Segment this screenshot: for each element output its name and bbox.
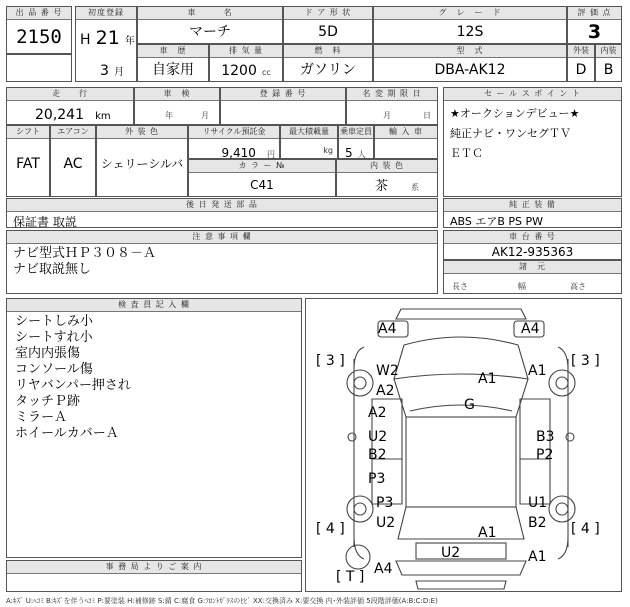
score: 3	[587, 21, 602, 43]
inspection-expiry-cell	[134, 87, 220, 125]
remark-line: ホイールカバーＡ	[15, 426, 119, 441]
dimensions-label: 諸 元	[444, 261, 621, 274]
mark-p2-right-rear-door: P2	[536, 447, 554, 463]
remark-line: ミラーＡ	[15, 410, 68, 425]
grade-cell	[373, 6, 567, 44]
mark-a1-rear-right: A1	[528, 549, 547, 565]
wheel-rear-right	[549, 496, 575, 522]
max-load-label: 最大積載量	[281, 126, 337, 139]
ac-label: エアコン	[51, 126, 95, 139]
year-unit: 年	[124, 36, 135, 47]
exterior-grade: D	[575, 62, 587, 78]
roof	[406, 417, 516, 507]
shift: FAT	[16, 156, 40, 172]
remark-line: シートしみ小	[15, 314, 94, 329]
note-line: ナビ取説無し	[13, 262, 92, 277]
color-number: C41	[250, 178, 274, 192]
ac-cell	[50, 125, 96, 197]
mark-u2-bumper: U2	[441, 545, 461, 561]
registration-number-cell	[220, 87, 346, 125]
shift-cell	[6, 125, 50, 197]
name-change-label: 名 変 期 限 日	[347, 88, 437, 101]
interior-color-label: 内 装 色	[337, 160, 437, 173]
standard-equipment-box	[443, 198, 622, 228]
exterior-color: シェリーシルバ	[100, 157, 184, 171]
model: DBA-AK12	[434, 62, 506, 78]
lot-number: 2150	[16, 26, 62, 48]
registration-month	[100, 60, 124, 79]
model-label: 型 式	[374, 45, 566, 58]
inspector-remarks-box	[6, 298, 302, 558]
car-name-label: 車 名	[138, 7, 282, 20]
wheel-rear-left	[347, 496, 373, 522]
mark-b3-right-front-door: B3	[536, 429, 555, 445]
chassis-number: AK12-935363	[491, 245, 574, 259]
car-diagram	[306, 299, 621, 591]
inspection-year-unit: 年	[165, 111, 173, 120]
mark-w2: W2	[376, 363, 399, 379]
damage-diagram-box	[305, 298, 622, 592]
mark-tire-front-left: [ 3 ]	[316, 353, 345, 369]
ac: AC	[63, 156, 83, 172]
shift-label: シフト	[7, 126, 49, 139]
interior-color-value	[375, 175, 419, 194]
mark-p3-rear-door: P3	[368, 471, 386, 487]
score-label: 評 価 点	[568, 7, 621, 20]
mark-b2-right-quarter: B2	[528, 515, 547, 531]
mileage-unit: km	[95, 111, 111, 122]
mark-a2-front-door: A2	[368, 405, 387, 421]
mileage-cell	[6, 87, 134, 125]
car-name: マーチ	[189, 24, 231, 40]
usage: 自家用	[152, 62, 194, 78]
remark-line: シートすれ小	[15, 330, 93, 345]
mark-u2-front-door: U2	[368, 429, 388, 445]
year-value: 21	[95, 27, 120, 49]
length-label: 長さ	[452, 282, 468, 291]
capacity-cell	[338, 125, 374, 159]
color-number-cell	[188, 159, 336, 197]
recycle-fee-unit: 円	[267, 150, 275, 159]
interior-grade-label: 内装	[596, 45, 621, 58]
usage-cell	[137, 44, 209, 82]
recycle-fee-label: リサイクル預託金	[189, 126, 279, 139]
inspector-remarks-label: 検 査 員 記 入 欄	[7, 299, 301, 312]
mileage-label: 走 行	[7, 88, 133, 101]
max-load-unit: kg	[323, 146, 333, 155]
wheel-front-right	[549, 370, 575, 396]
mark-tire-rear-left: [ 4 ]	[316, 521, 345, 537]
mark-u1-right-quarter: U1	[528, 495, 548, 511]
lot-number-cell	[6, 6, 72, 54]
mileage: 20,241	[35, 107, 84, 123]
documents: 保証書 取説	[13, 215, 77, 229]
month-value: 3	[100, 63, 109, 79]
interior-grade-cell	[595, 44, 622, 82]
hood	[394, 337, 528, 379]
mark-g-windshield: G	[464, 397, 475, 413]
fuel: ガソリン	[300, 62, 356, 78]
fuel-cell	[283, 44, 373, 82]
lot-number-label: 出 品 番 号	[7, 7, 71, 20]
mark-tire-front-right: [ 3 ]	[571, 353, 600, 369]
sales-point: ＥＴＣ	[450, 147, 483, 160]
import-label: 輸 入 車	[375, 126, 437, 139]
capacity: 5	[345, 146, 353, 160]
front-bumper-top	[396, 309, 526, 319]
note-line: ナビ型式ＨＰ３０８－Ａ	[13, 246, 157, 261]
notes-box	[6, 230, 438, 294]
mark-a1-hatch: A1	[478, 525, 497, 541]
car-name-cell	[137, 6, 283, 44]
era: H	[80, 32, 91, 48]
model-cell	[373, 44, 567, 82]
standard-equipment-label: 純 正 装 備	[444, 199, 621, 212]
remark-line: 室内内張傷	[15, 346, 81, 361]
mark-p3-rear-quarter: P3	[376, 495, 394, 511]
notes-label: 注 意 事 項 欄	[7, 231, 437, 244]
remark-line: コンソール傷	[15, 362, 93, 377]
documents-label: 後 日 発 送 部 品	[7, 199, 437, 212]
width-label: 幅	[518, 282, 526, 291]
sales-point: 純正ナビ・ワンセグＴＶ	[450, 127, 571, 140]
rear-bumper-lower	[416, 581, 506, 589]
first-registration-label: 初度登録	[76, 7, 136, 20]
month-unit: 月	[114, 67, 125, 78]
color-number-label: カ ラ ー №	[189, 160, 335, 173]
left-mirror	[348, 433, 356, 441]
mark-b2-rear-door: B2	[368, 447, 387, 463]
office-notice-box	[6, 560, 302, 592]
exterior-grade-label: 外装	[568, 45, 594, 58]
interior-color-cell	[336, 159, 438, 197]
name-change-day-unit: 日	[423, 111, 431, 120]
interior-color: 茶	[375, 179, 389, 194]
recycle-fee: 9,410	[221, 146, 256, 160]
mark-a1-hood: A1	[478, 371, 497, 387]
grade-label: グ レ ー ド	[374, 7, 566, 20]
sales-points-list	[450, 104, 580, 164]
rear-window	[398, 507, 524, 539]
mark-a4-front-left: A4	[378, 321, 397, 337]
mark-u2-rear-quarter: U2	[376, 515, 396, 531]
usage-label: 車 歴	[138, 45, 208, 58]
rear-bumper	[396, 561, 526, 575]
remark-line: タッチＰ跡	[15, 394, 81, 409]
grade: 12S	[456, 24, 484, 40]
capacity-label: 乗車定員	[339, 126, 373, 139]
inspection-month-unit: 月	[201, 111, 209, 120]
registration-year	[80, 27, 136, 49]
sales-points-label: セ ー ル ス ポ イ ン ト	[444, 88, 621, 101]
mark-a1-right-fender: A1	[528, 363, 547, 379]
exterior-grade-cell	[567, 44, 595, 82]
recycle-fee-cell	[188, 125, 280, 159]
displacement-unit: cc	[261, 68, 271, 77]
registration-number-label: 登 録 番 号	[221, 88, 345, 101]
wheel-front-left	[347, 370, 373, 396]
doors-cell	[283, 6, 373, 44]
inspection-expiry-label: 車 検	[135, 88, 219, 101]
legend-footer: A:ｷｽﾞ U:ﾍｺﾐ B:ｷｽﾞを伴うﾍｺﾐ P:要塗装 H:補修跡 S:錆 C:腐食 G:ﾌﾛﾝﾄｶﾞﾗｽのﾋﾋﾞ XX:交換済み X:要交換 内･外装評価 5段階評価(A:B:C:D:E)	[6, 597, 438, 605]
first-registration-cell	[75, 6, 137, 82]
fuel-label: 燃 料	[284, 45, 372, 58]
spare-tire	[346, 545, 370, 569]
capacity-unit: 人	[357, 150, 366, 159]
sales-point: ★オークションデビュー★	[450, 107, 580, 120]
chassis-number-label: 車 台 番 号	[444, 231, 621, 244]
doors: 5D	[318, 24, 338, 40]
displacement-label: 排 気 量	[210, 45, 282, 58]
height-label: 高さ	[570, 282, 586, 291]
office-notice-label: 事 務 局 よ り ご 案 内	[7, 561, 301, 574]
standard-equipment: ABS エアB PS PW	[450, 215, 544, 228]
exterior-color-label: 外 装 色	[97, 126, 187, 139]
documents-box	[6, 198, 438, 228]
remark-line: リヤバンパー押され	[15, 378, 131, 393]
name-change-cell	[346, 87, 438, 125]
doors-label: ド ア 形 状	[284, 7, 372, 20]
displacement: 1200	[221, 63, 257, 79]
name-change-month-unit: 月	[383, 111, 391, 120]
right-mirror	[566, 433, 574, 441]
mark-spare-tire: [ T ]	[336, 569, 365, 585]
windshield	[410, 405, 512, 411]
dimensions-box	[443, 260, 622, 294]
mark-a4-rear-bumper: A4	[374, 561, 393, 577]
mark-tire-rear-right: [ 4 ]	[571, 521, 600, 537]
import-cell	[374, 125, 438, 159]
lot-blank-cell	[6, 54, 72, 82]
inspector-remarks-list	[15, 314, 131, 442]
displacement-cell	[209, 44, 283, 82]
score-cell	[567, 6, 622, 44]
rear-hatch	[416, 543, 506, 559]
interior-grade: B	[603, 62, 614, 78]
mileage-value	[35, 104, 111, 123]
chassis-number-box	[443, 230, 622, 260]
max-load-cell	[280, 125, 338, 159]
sales-points-box	[443, 87, 622, 197]
mark-a2-fender: A2	[376, 383, 395, 399]
notes-list	[13, 246, 156, 278]
interior-color-unit: 系	[411, 183, 420, 192]
windshield-frame	[394, 379, 528, 417]
mark-a4-front-right: A4	[521, 321, 540, 337]
exterior-color-cell	[96, 125, 188, 197]
